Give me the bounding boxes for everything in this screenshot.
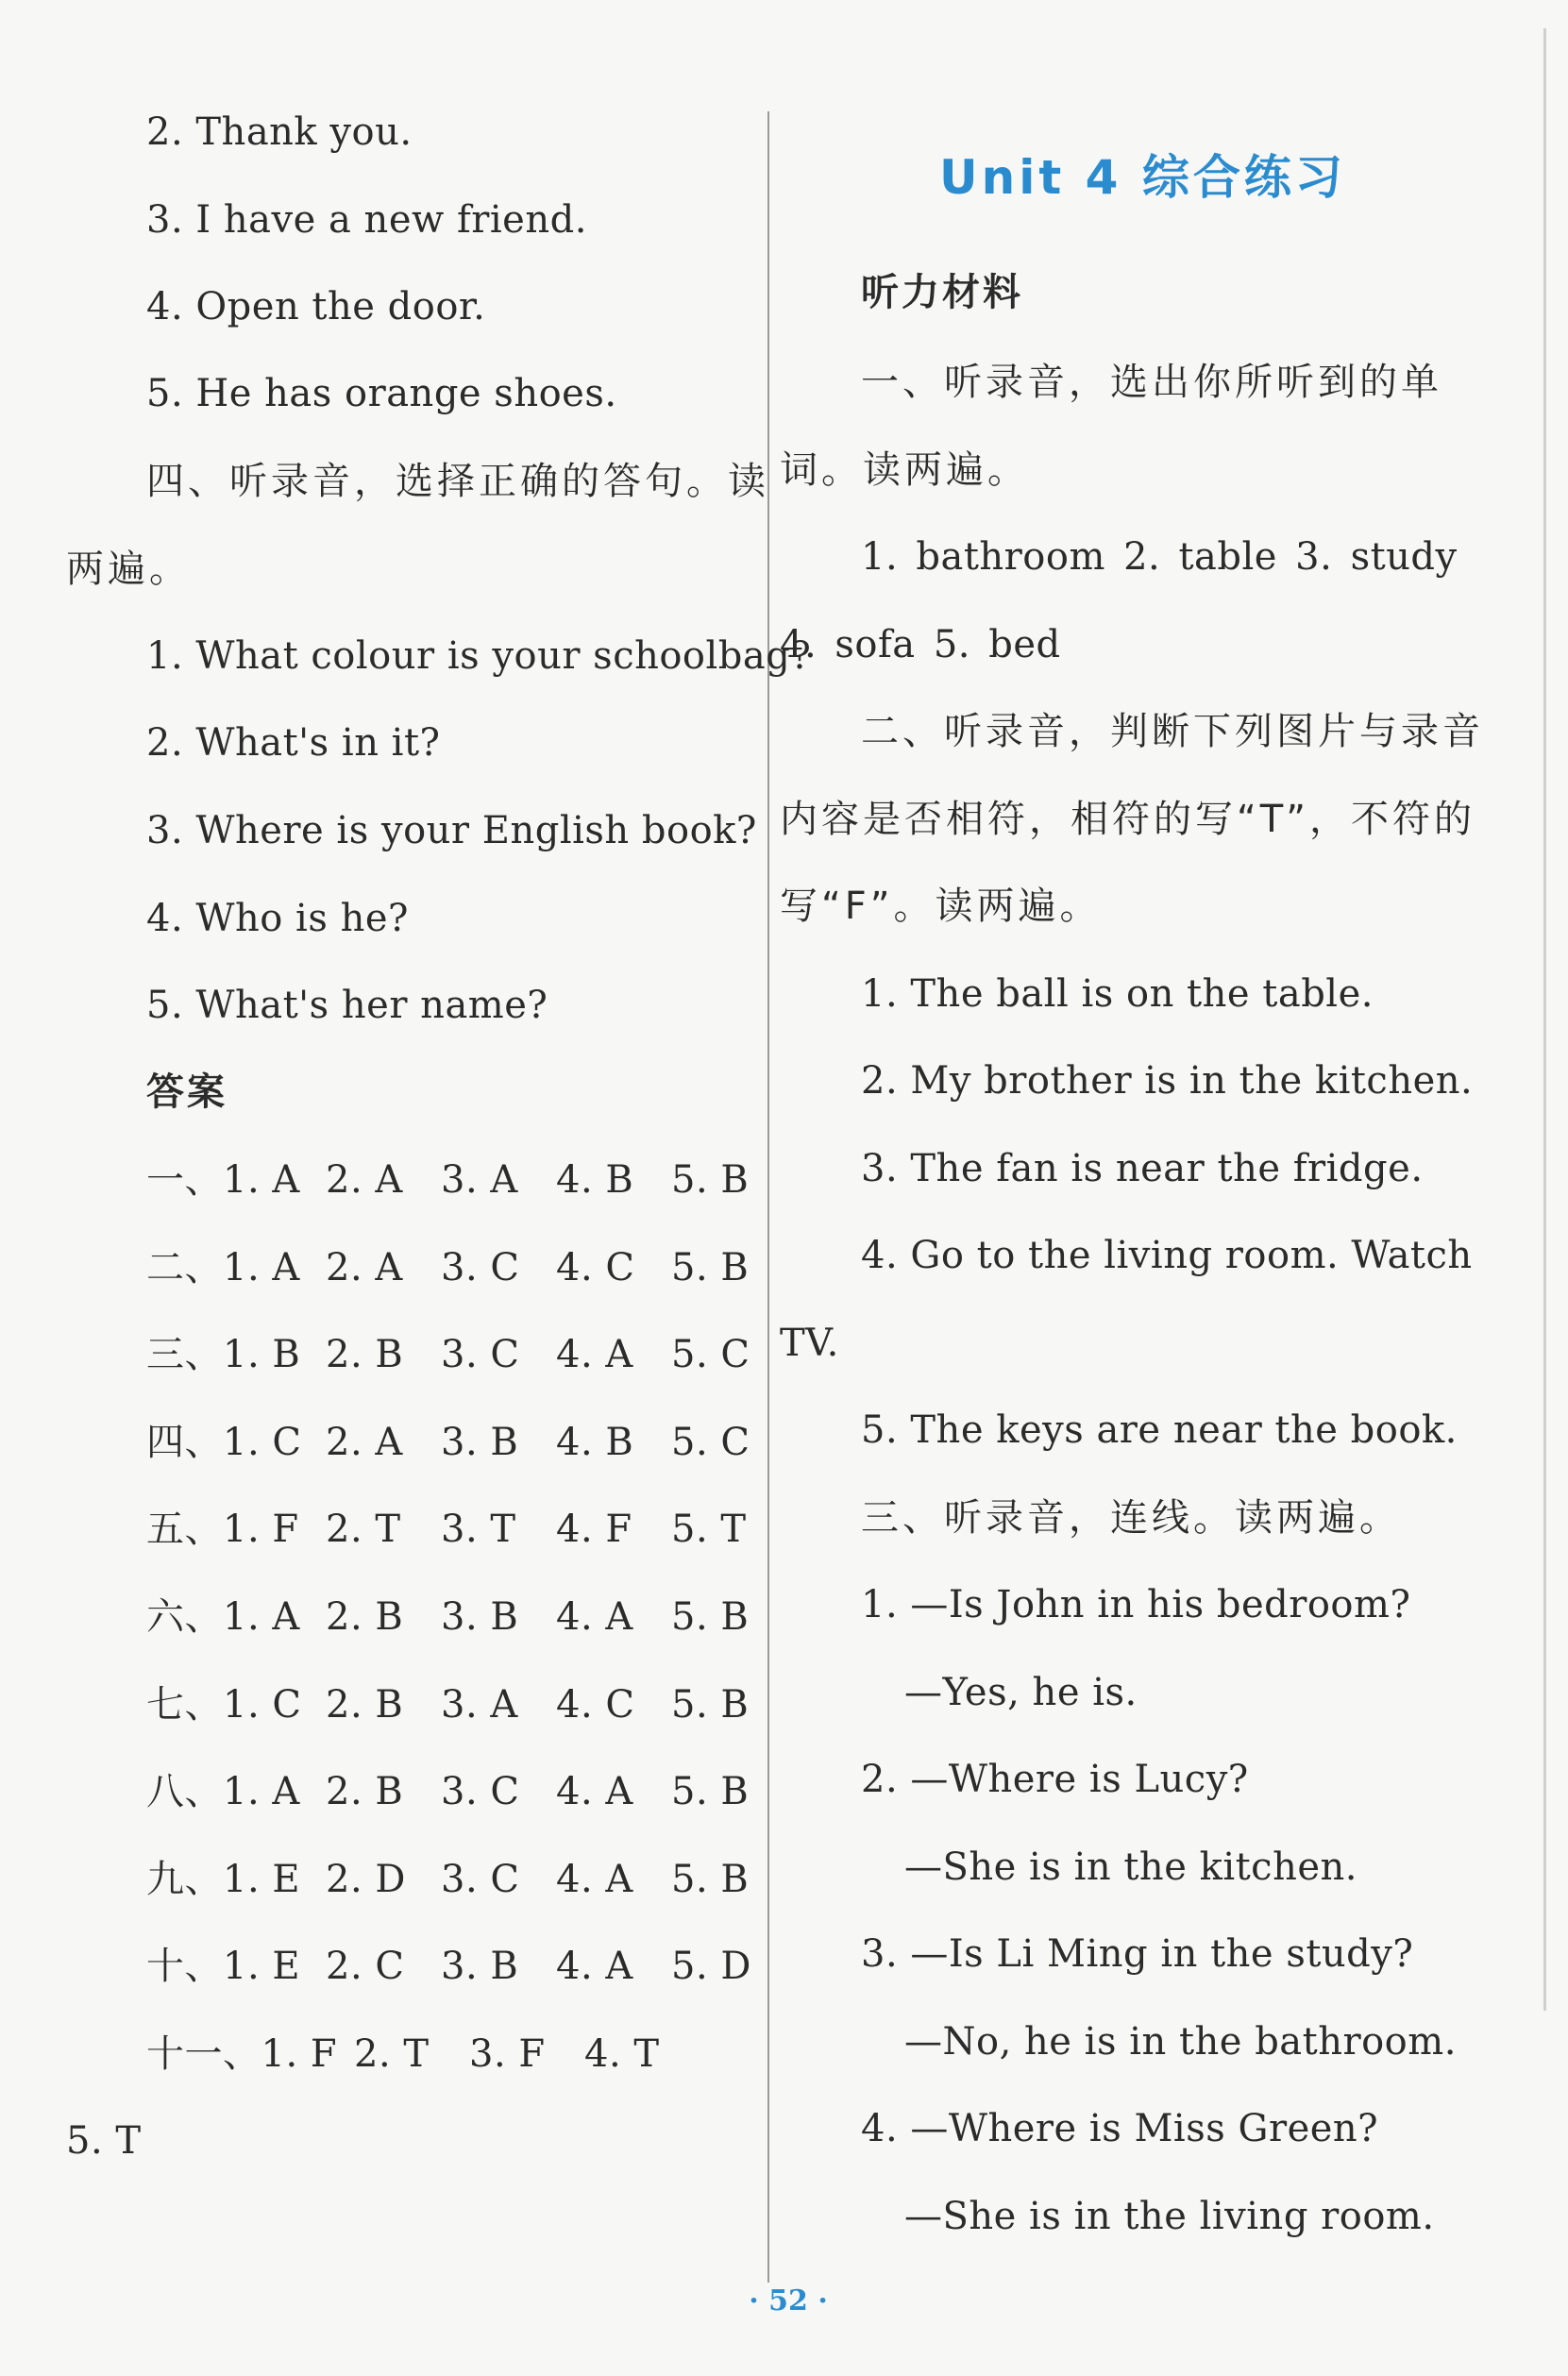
answer-cell: 4. A — [556, 1595, 633, 1639]
part1-words: 1. bathroom 2. table 3. study — [861, 535, 1458, 579]
part4-item: 2. What's in it? — [146, 721, 441, 765]
answer-row — [146, 1244, 786, 1291]
part2-item: 2. My brother is in the kitchen. — [861, 1059, 1474, 1103]
answer-cell: 一、1. A — [146, 1158, 300, 1202]
answer-cell: 3. C — [441, 1246, 520, 1289]
answer-cell: 3. C — [441, 1770, 520, 1813]
dialogue-line: —She is in the kitchen. — [904, 1845, 1357, 1889]
left-item: 2. Thank you. — [146, 110, 413, 154]
answer-cell: 5. B — [671, 1770, 750, 1813]
answer-cell: 2. B — [326, 1683, 404, 1727]
answer-cell: 5. B — [671, 1683, 750, 1727]
dialogue-line: —She is in the living room. — [904, 2195, 1435, 2238]
part2-item: 5. The keys are near the book. — [861, 1408, 1458, 1452]
answer-cell: 四、1. C — [146, 1421, 302, 1464]
answer-cell: 4. T — [584, 2032, 660, 2076]
part3-heading: 三、听录音，连线。读两遍。 — [861, 1496, 1401, 1540]
part4-heading-cont: 两遍。 — [66, 548, 191, 591]
answer-cell: 2. B — [326, 1333, 404, 1376]
part1-words-cont: 4. sofa 5. bed — [780, 623, 1061, 666]
part2-item-cont: TV. — [780, 1322, 839, 1365]
left-item: 3. I have a new friend. — [146, 198, 587, 242]
answer-cell: 3. C — [441, 1333, 520, 1376]
answer-cell: 十一、1. F — [146, 2032, 338, 2076]
answer-row — [146, 1506, 786, 1553]
part2-heading-cont: 写“F”。读两遍。 — [780, 885, 1102, 928]
part2-item: 3. The fan is near the fridge. — [861, 1147, 1424, 1190]
answer-cell: 3. A — [441, 1683, 518, 1727]
answer-cell: 2. T — [326, 1508, 401, 1551]
dialogue-line: 3. —Is Li Ming in the study? — [861, 1932, 1414, 1976]
part1-heading: 一、听录音，选出你所听到的单 — [861, 361, 1442, 404]
page-edge — [1543, 28, 1546, 2011]
dialogue-line: 4. —Where is Miss Green? — [861, 2107, 1379, 2150]
part2-item: 1. The ball is on the table. — [861, 972, 1374, 1016]
answer-cell: 5. B — [671, 1158, 750, 1202]
left-item: 4. Open the door. — [146, 285, 486, 329]
answer-cell: 八、1. A — [146, 1770, 300, 1813]
unit-title: Unit 4 综合练习 — [939, 150, 1346, 205]
listening-title: 听力材料 — [861, 271, 1023, 314]
answer-cell: 5. D — [671, 1945, 751, 1988]
answer-cell: 4. A — [556, 1858, 633, 1901]
answer-cell: 5. C — [671, 1421, 750, 1464]
answer-cell: 2. D — [326, 1858, 406, 1901]
part4-item: 3. Where is your English book? — [146, 809, 757, 852]
answer-row — [146, 1943, 786, 1990]
dialogue-line: —Yes, he is. — [904, 1671, 1138, 1714]
answer-cell: 5. B — [671, 1595, 750, 1639]
answer-cell: 2. B — [326, 1595, 404, 1639]
dialogue-line: 1. —Is John in his bedroom? — [861, 1583, 1411, 1626]
answer-cell: 4. F — [556, 1508, 632, 1551]
left-item: 5. He has orange shoes. — [146, 372, 617, 415]
part4-item: 4. Who is he? — [146, 897, 409, 940]
answer-cell: 六、1. A — [146, 1595, 300, 1639]
answer-row — [146, 1156, 786, 1204]
answer-row — [146, 1419, 786, 1466]
answer-cell: 3. C — [441, 1858, 520, 1901]
answer-cell: 七、1. C — [146, 1683, 302, 1727]
answer-cell: 3. B — [441, 1945, 519, 1988]
answer-cell: 4. A — [556, 1945, 633, 1988]
part4-item: 5. What's her name? — [146, 984, 548, 1027]
answer-row — [146, 2031, 700, 2078]
answer-cell: 2. C — [326, 1945, 405, 1988]
answer-cell: 2. T — [354, 2032, 430, 2076]
part4-heading: 四、听录音，选择正确的答句。读 — [146, 460, 769, 503]
part2-heading: 二、听录音，判断下列图片与录音 — [861, 710, 1484, 753]
answer-row — [146, 1768, 786, 1815]
answer-row — [146, 1331, 786, 1378]
answer-cell: 4. A — [556, 1770, 633, 1813]
answer-cell: 2. A — [326, 1158, 403, 1202]
answer-cell: 2. A — [326, 1421, 403, 1464]
dialogue-line: 2. —Where is Lucy? — [861, 1758, 1249, 1801]
answer-cell: 5. B — [671, 1858, 750, 1901]
answer-cell: 二、1. A — [146, 1246, 300, 1289]
answer-row — [146, 1856, 786, 1903]
answer-cell: 九、1. E — [146, 1858, 301, 1901]
answer-cell: 3. A — [441, 1158, 518, 1202]
part2-heading-cont: 内容是否相符，相符的写“T”，不符的 — [780, 798, 1475, 841]
answer-cell: 3. T — [441, 1508, 516, 1551]
dialogue-line: —No, he is in the bathroom. — [904, 2020, 1457, 2064]
answer-cell: 4. C — [556, 1246, 635, 1289]
answer-cell: 3. B — [441, 1421, 519, 1464]
answer-cell: 4. C — [556, 1683, 635, 1727]
answers-title: 答案 — [146, 1070, 228, 1114]
answer-row — [146, 1681, 786, 1728]
answer-cell: 五、1. F — [146, 1508, 299, 1551]
answer-cell: 2. A — [326, 1246, 403, 1289]
part1-heading-cont: 词。读两遍。 — [780, 448, 1029, 492]
answers-tail: 5. T — [66, 2119, 142, 2163]
page-number: · 52 · — [749, 2284, 828, 2317]
answer-cell: 4. B — [556, 1421, 634, 1464]
answer-cell: 4. B — [556, 1158, 634, 1202]
part4-item: 1. What colour is your schoolbag? — [146, 634, 812, 678]
answer-cell: 5. C — [671, 1333, 750, 1376]
answer-cell: 3. B — [441, 1595, 519, 1639]
answer-row — [146, 1593, 786, 1641]
answer-cell: 4. A — [556, 1333, 633, 1376]
answer-cell: 三、1. B — [146, 1333, 301, 1376]
answer-cell: 2. B — [326, 1770, 404, 1813]
answer-cell: 5. T — [671, 1508, 747, 1551]
part2-item: 4. Go to the living room. Watch — [861, 1234, 1473, 1277]
answer-cell: 十、1. E — [146, 1945, 301, 1988]
answer-cell: 3. F — [469, 2032, 546, 2076]
answer-cell: 5. B — [671, 1246, 750, 1289]
